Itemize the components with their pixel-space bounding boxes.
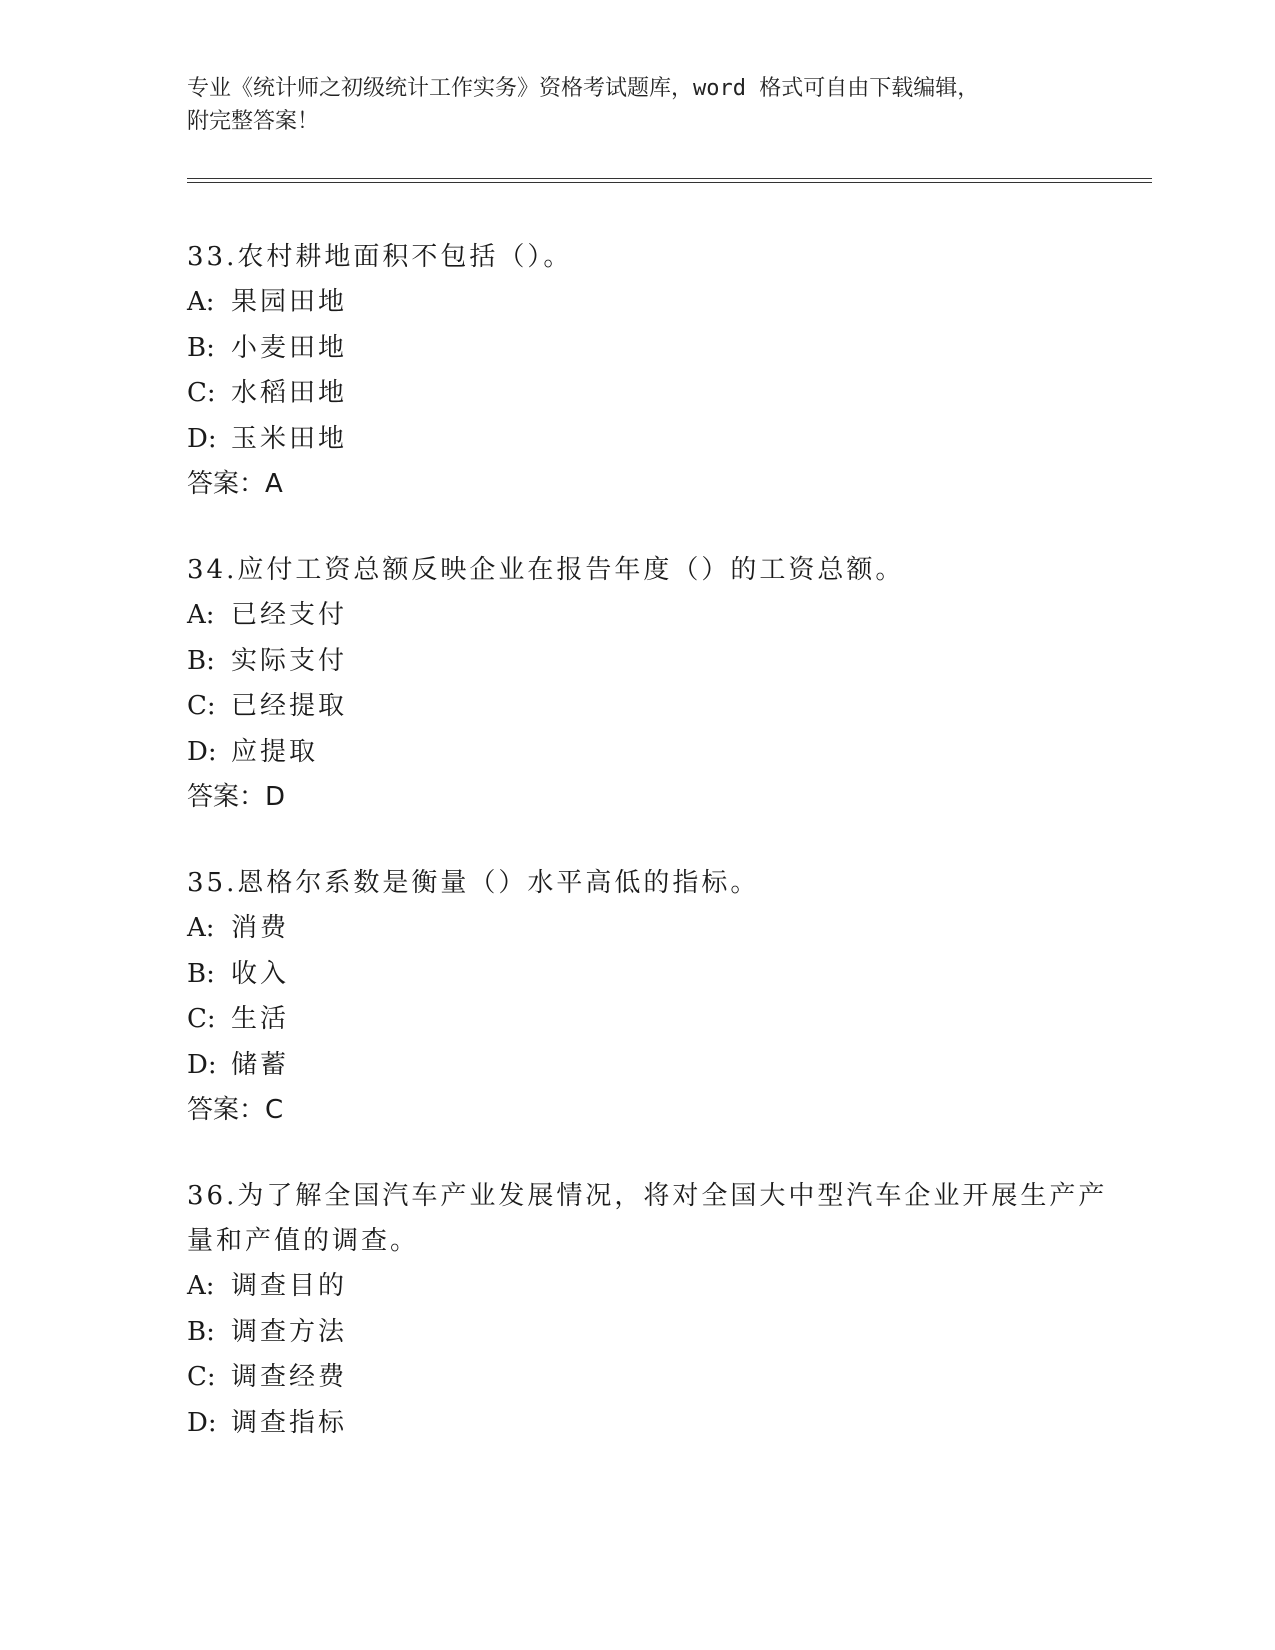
header-line-1: 专业《统计师之初级统计工作实务》资格考试题库，word 格式可自由下载编辑， — [187, 76, 980, 101]
question-33 — [187, 235, 1117, 507]
option-letter: A: — [187, 287, 215, 317]
question-34 — [187, 548, 1117, 820]
option-c — [187, 371, 1117, 417]
question-text: 35.恩格尔系数是衡量（）水平高低的指标。 — [187, 868, 760, 898]
header-line-2: 附完整答案！ — [187, 109, 320, 134]
option-text: 实际支付 — [231, 645, 348, 676]
option-c — [187, 1355, 1117, 1401]
option-a — [187, 1264, 1117, 1310]
option-d — [187, 730, 1117, 776]
option-letter: B: — [187, 1316, 215, 1347]
option-b — [187, 326, 1117, 372]
option-d — [187, 417, 1117, 463]
option-c — [187, 997, 1117, 1043]
option-text: 已经提取 — [231, 691, 348, 721]
question-text: 34.应付工资总额反映企业在报告年度（）的工资总额。 — [187, 555, 905, 585]
option-letter: B: — [187, 645, 215, 676]
option-text: 应提取 — [231, 736, 319, 767]
answer: 答案：D — [187, 782, 286, 812]
option-letter: B: — [187, 332, 215, 363]
option-d — [187, 1401, 1117, 1447]
header-divider — [187, 178, 1152, 183]
option-letter: C: — [187, 1004, 216, 1034]
option-text: 果园田地 — [231, 287, 348, 317]
option-letter: C: — [187, 1362, 216, 1392]
option-text: 生活 — [231, 1004, 290, 1034]
option-text: 小麦田地 — [231, 332, 348, 363]
option-text: 调查经费 — [231, 1362, 348, 1392]
question-list — [187, 235, 1117, 1487]
option-text: 储蓄 — [231, 1049, 290, 1080]
option-letter: A: — [187, 913, 215, 943]
document-header — [187, 72, 1087, 138]
option-c — [187, 684, 1117, 730]
option-a — [187, 906, 1117, 952]
option-letter: D: — [187, 736, 217, 767]
option-text: 消费 — [231, 913, 290, 943]
option-text: 水稻田地 — [231, 378, 348, 408]
question-36 — [187, 1174, 1117, 1446]
option-text: 玉米田地 — [231, 423, 348, 454]
option-letter: C: — [187, 378, 216, 408]
question-35 — [187, 861, 1117, 1133]
option-letter: B: — [187, 958, 215, 989]
option-letter: A: — [187, 1271, 215, 1301]
option-d — [187, 1043, 1117, 1089]
option-text: 调查方法 — [231, 1316, 348, 1347]
question-text: 33.农村耕地面积不包括（）。 — [187, 242, 573, 272]
option-a — [187, 280, 1117, 326]
option-letter: D: — [187, 423, 217, 454]
option-letter: D: — [187, 1407, 217, 1438]
option-text: 收入 — [231, 958, 290, 989]
question-text: 36.为了解全国汽车产业发展情况，将对全国大中型汽车企业开展生产产量和产值的调查。 — [187, 1181, 1108, 1256]
answer: 答案：A — [187, 469, 283, 499]
answer: 答案：C — [187, 1095, 284, 1125]
option-letter: A: — [187, 600, 215, 630]
option-text: 调查目的 — [231, 1271, 348, 1301]
option-letter: D: — [187, 1049, 217, 1080]
option-b — [187, 952, 1117, 998]
option-a — [187, 593, 1117, 639]
option-b — [187, 1310, 1117, 1356]
option-text: 调查指标 — [231, 1407, 348, 1438]
option-b — [187, 639, 1117, 685]
option-text: 已经支付 — [231, 600, 348, 630]
option-letter: C: — [187, 691, 216, 721]
